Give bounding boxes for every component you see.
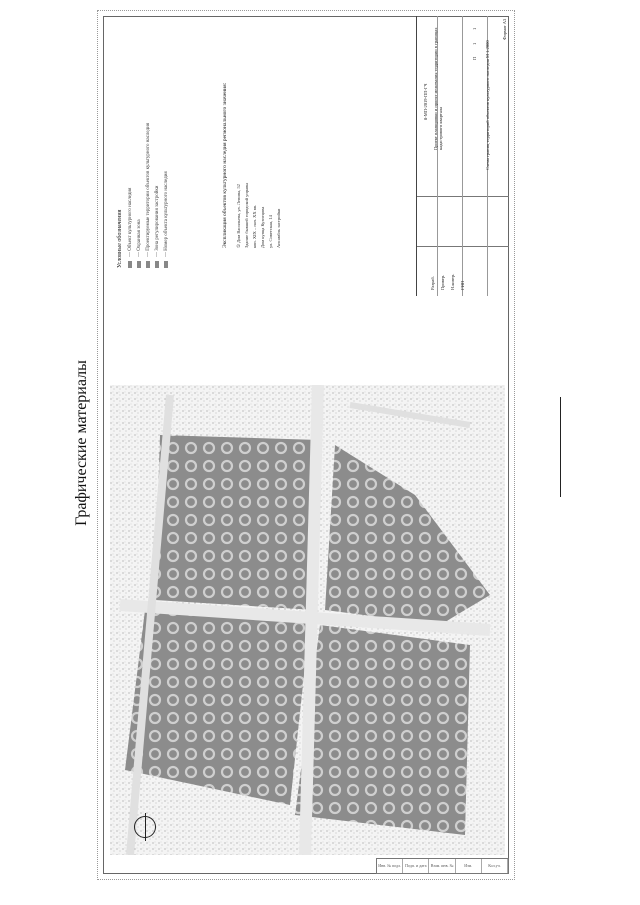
- legend-item-label: — Номер объекта культурного наследия: [164, 171, 170, 257]
- legend-swatch: [146, 261, 150, 268]
- explication-title: Экспликация объектов культурного наследия регионального значения:: [222, 82, 228, 248]
- role-label: ГИП: [460, 280, 465, 290]
- legend-item: [146, 123, 151, 268]
- explication-line: Дом купца Кузнецова: [260, 206, 265, 248]
- explication-line: Здание бывшей городской управы: [244, 182, 249, 248]
- north-arrow-icon: [134, 816, 156, 838]
- role-label: Провер.: [440, 274, 445, 290]
- legend-item: [128, 188, 133, 268]
- side-stamp-cell: Инв. № подл.: [377, 859, 403, 873]
- project-title: Проект планировки и проект межевания территории в границах кадастрового квартала: [433, 27, 443, 150]
- role-label: Разраб.: [430, 276, 435, 290]
- title-block: [416, 16, 509, 296]
- side-stamp: [376, 858, 509, 874]
- page-title: Графические материалы: [73, 360, 90, 526]
- legend-title: Условные обозначения: [117, 209, 123, 268]
- stage-value: П: [472, 56, 477, 60]
- protected-zone-block: [295, 625, 470, 835]
- protected-zone-block: [155, 435, 320, 610]
- side-stamp-cell: Кол.уч.: [482, 859, 508, 873]
- legend-item: [137, 219, 142, 268]
- legend-swatch: [155, 261, 159, 268]
- legend-item: [164, 171, 169, 268]
- explication-line: ① Дом Васильева, ул. Ленина, 52: [236, 184, 241, 248]
- role-label: Н.контр.: [450, 273, 455, 290]
- document-code: 8-МП-2019-ПП-ГЧ: [423, 83, 428, 120]
- explication-line: кон. XIX – нач. XX вв.: [252, 204, 257, 248]
- sheet-value: 1: [472, 42, 477, 45]
- sheet-format: Формат А3: [502, 18, 507, 40]
- site-plan-map: [110, 385, 505, 855]
- legend-swatch: [164, 261, 168, 268]
- sheet-name: Схема границ территорий объектов культурного наследия М 1:2000: [485, 40, 490, 170]
- sheets-value: 1: [472, 27, 477, 30]
- side-stamp-cell: Изм.: [456, 859, 482, 873]
- side-stamp-cell: Подп. и дата: [403, 859, 429, 873]
- legend-item-label: — Зона регулирования застройки: [155, 185, 161, 257]
- legend-item-label: — Объект культурного наследия: [128, 187, 134, 257]
- side-stamp-cell: Взам. инв. №: [429, 859, 455, 873]
- legend-item-label: — Проектируемые территории объектов культурного наследия: [146, 122, 152, 257]
- legend-swatch: [128, 261, 132, 268]
- explication-line: ул. Советская, 14: [268, 215, 273, 248]
- margin-line: [560, 397, 561, 497]
- legend-swatch: [137, 261, 141, 268]
- legend-item-label: — Охранная зона: [137, 219, 143, 257]
- legend-item: [155, 186, 160, 268]
- explication-line: Ансамбль застройки: [276, 208, 281, 248]
